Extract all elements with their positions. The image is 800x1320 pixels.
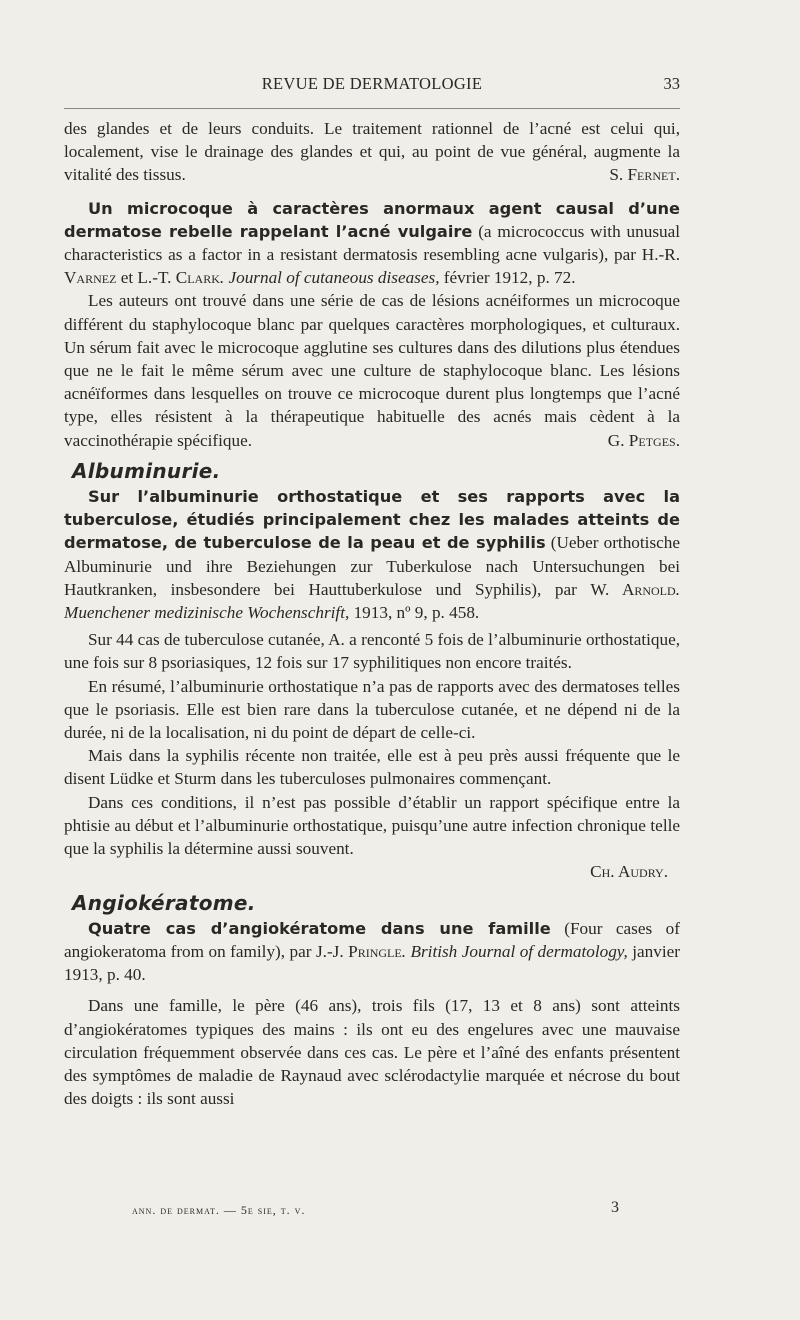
- article-reference: (a micrococcus with unusual characteristics as a factor in a resistant dermatosis resembling acne vulgaris), par: [64, 221, 681, 265]
- article-reference: (Ueber orthotische Albuminurie und ihre Beziehungen zur Tuberkulose nach Untersuchungen bei Hautkranken, insbesondere bei Hauttuberkulose und Syphilis), par: [64, 533, 680, 599]
- page-number: 33: [663, 74, 680, 93]
- publication-date: 1913, nº 9, p. 458.: [349, 603, 480, 623]
- article-title: Quatre cas d’angiokératome dans une famille: [88, 918, 551, 938]
- signature-mark: ann. de dermat. — 5e sie, t. v.: [132, 1203, 306, 1217]
- journal-name: . Muenchener medizinische Wochenschrift,: [64, 579, 680, 623]
- sheet-number: 3: [611, 1199, 620, 1216]
- header-rule: [64, 108, 680, 109]
- section-heading: Angiokératome.: [72, 890, 256, 915]
- paragraph-text: des glandes et de leurs conduits. Le traitement rationnel de l’acné est celui qui, localement, vise le drainage des glandes et qui, au point de vue général, augmente la vitalité des tissus.: [64, 119, 680, 185]
- paragraph: Dans ces conditions, il n’est pas possible d’établir un rapport spécifique entre la phtisie au début et l’albuminurie orthostatique, puisqu’une autre infection chronique telle que la syphilis la détermine aussi souvent.: [64, 792, 680, 859]
- article-author: J.-J. Pringle: [315, 941, 402, 961]
- publication-date: janvier 1913, p. 40.: [64, 941, 680, 985]
- paragraph: Sur 44 cas de tuberculose cutanée, A. a renconté 5 fois de l’albuminurie orthostatique, une fois sur 8 psoriasiques, 12 fois sur 17 syphilitiques non encore traités.: [64, 630, 680, 673]
- paragraph-continuation: [64, 117, 680, 187]
- paragraph: Mais dans la syphilis récente non traitée, elle est à peu près aussi fréquente que le disent Lüdke et Sturm dans les tuberculoses pulmonaires commençant.: [64, 746, 680, 789]
- journal-name: . British Journal of dermatology,: [401, 941, 628, 961]
- reviewer-signature: G. Petges.: [607, 430, 680, 450]
- paragraph-text: Les auteurs ont trouvé dans une série de cas de lésions acnéiformes un microcoque différent du staphylocoque blanc par quelques caractères morphologiques, et culturaux. Un sérum fait avec le microcoque agglutine ses cultures dans des dilutions plus étendues que ne le fait le même sérum avec une culture de staphylocoque blanc. Les lésions acnéïformes dans lesquelles on trouve ce microcoque durent plus longtemps que l’acné type, elles résistent à la thérapeutique habituelle des acnés mais cèdent à la vaccinothérapie spécifique.: [64, 291, 680, 450]
- article-title: Un microcoque à caractères anormaux agent causal d’une dermatose rebelle rappelant l’acné vulgaire: [64, 198, 680, 241]
- article-heading: [64, 197, 680, 290]
- author-conjunction: et: [116, 268, 138, 288]
- article-heading: [64, 485, 680, 624]
- article-author: W. Arnold: [590, 579, 676, 599]
- page-header: [64, 74, 680, 100]
- article-author: H.-R. Varnez: [64, 245, 680, 288]
- section-heading: Albuminurie.: [72, 458, 221, 483]
- article-title: Sur l’albuminurie orthostatique et ses rapports avec la tuberculose, étudiés principalement chez les malades atteints de dermatose, de tuberculose de la peau et de syphilis: [64, 487, 680, 553]
- reviewer-signature: S. Fernet.: [609, 165, 680, 185]
- paragraph: En résumé, l’albuminurie orthostatique n’a pas de rapports avec des dermatoses telles que le psoriasis. Elle est bien rare dans la tuberculose cutanée, et ne dépend ni de la durée, ni de la localisation, ni du point de départ de celle-ci.: [64, 676, 680, 743]
- reviewer-signature: Ch. Audry.: [590, 862, 668, 882]
- paragraph: Dans une famille, le père (46 ans), trois fils (17, 13 et 8 ans) sont atteints d’angiokératomes typiques des mains : ils ont eu des engelures avec une mauvaise circulation fréquemment observée dans ces cas. Le père et l’aîné des enfants présentent des symptômes de maladie de Raynaud avec sclérodactylie marquée et nécrose du bout des doigts : ils sont aussi: [64, 996, 680, 1109]
- page-footer: [64, 1201, 680, 1221]
- paragraph: [64, 289, 680, 451]
- publication-date: février 1912, p. 72.: [439, 268, 576, 288]
- journal-name: . Journal of cutaneous diseases,: [219, 268, 440, 288]
- running-title: REVUE DE DERMATOLOGIE: [261, 74, 483, 93]
- article-author: L.-T. Clark: [137, 268, 220, 288]
- reviewer-signature-line: [64, 860, 680, 883]
- article-heading: [64, 917, 680, 987]
- page-body: [64, 117, 680, 1110]
- article-reference: (Four cases of angiokeratoma from on family), par: [64, 918, 680, 961]
